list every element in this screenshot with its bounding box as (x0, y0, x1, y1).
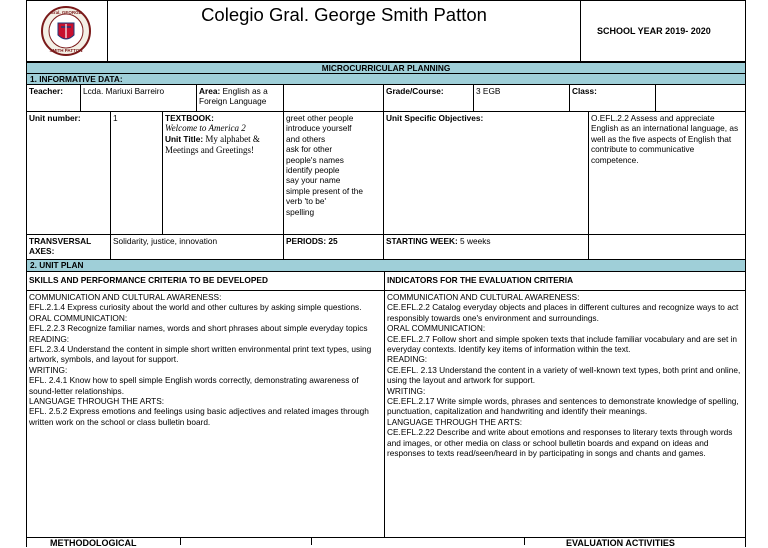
teacher-label: Teacher: (26, 84, 81, 112)
unit-number-label: Unit number: (26, 111, 111, 235)
textbook-value: Welcome to America 2 (165, 123, 246, 134)
indicator-line: ORAL COMMUNICATION: (387, 323, 486, 334)
unit-topic: greet other people (286, 113, 354, 123)
indicators-header: INDICATORS FOR THE EVALUATION CRITERIA (384, 271, 746, 291)
indicator-line: CE.EFL.2.2 Catalog everyday objects and places in different cultures and recognize ways to act responsibly towards one's environment and surroundings. (387, 302, 739, 323)
objective-text: O.EFL.2.2 Assess and appreciate English as an international language, as well as the five aspects of English that contribute to communicative competence. (588, 111, 746, 235)
indicator-line: CE.EFL. 2.13 Understand the content in a variety of well-known text types, both print and online, using the layout and artwork for support. (387, 364, 741, 386)
unit-topic: identify people (286, 165, 340, 176)
unit-topic: ask for other (286, 144, 333, 155)
skill-line: EFL. 2.4.1 Know how to spell simple English words correctly, demonstrating awareness of sound-letter relationships. (29, 375, 359, 396)
skill-line: COMMUNICATION AND CULTURAL AWARENESS: (29, 292, 222, 302)
planning-title: MICROCURRICULAR PLANNING (26, 62, 746, 74)
starting-week-value: 5 weeks (457, 236, 491, 246)
objectives-label: Unit Specific Objectives: (383, 111, 589, 235)
unit-topics-cell (283, 111, 384, 235)
skills-cell (26, 290, 385, 538)
logo-top-text: Gral. GEORGE (50, 10, 82, 15)
skill-line: EFL.2.3.4 Understand the content in simple short written environmental print text types, using artwork, symbols, and layout for support. (29, 344, 372, 365)
textbook-label: TEXTBOOK: (165, 113, 214, 123)
area-value: English as a Foreign Language (199, 86, 268, 107)
school-crest-icon (31, 4, 101, 58)
indicator-line: COMMUNICATION AND CULTURAL AWARENESS: (387, 292, 580, 302)
unit-plan-section-label: 2. UNIT PLAN (26, 259, 746, 272)
grade-value: 3 EGB (473, 84, 570, 112)
footer-evaluation-label: EVALUATION ACTIVITIES (566, 538, 675, 548)
school-name: Colegio Gral. George Smith Patton (201, 4, 487, 25)
area-blank (283, 84, 384, 112)
logo-cell (26, 0, 108, 62)
footer-divider-1 (180, 537, 181, 545)
unit-topic: people's names (286, 154, 344, 165)
school-name-cell (107, 0, 581, 62)
skill-line: EFL.2.2.3 Recognize familiar names, words and short phrases about simple everyday topics (29, 323, 368, 334)
grade-label: Grade/Course: (383, 84, 474, 112)
footer-methodological-label: METHODOLOGICAL (50, 538, 137, 548)
indicator-line: CE.EFL.2.17 Write simple words, phrases and sentences to demonstrate knowledge of spelling, punctuation, capitalization and handwriting and identify their meanings. (387, 396, 739, 417)
indicator-line: WRITING: (387, 385, 426, 396)
skills-header: SKILLS AND PERFORMANCE CRITERIA TO BE DEVELOPED (26, 271, 385, 291)
unit-title-label: Unit Title: (165, 134, 204, 145)
indicator-line: CE.EFL.2.22 Describe and write about emotions and responses to literary texts through words and images, or other media on class or school bulletin boards and expand on ideas and responses to texts read/seen/heard in by participating in songs and chants and games. (387, 427, 733, 459)
transversal-label: TRANSVERSAL AXES: (26, 234, 111, 260)
starting-week-cell (383, 234, 589, 260)
indicator-line: READING: (387, 354, 428, 365)
unit-topic: spelling (286, 206, 315, 217)
informative-section-label: 1. INFORMATIVE DATA: (26, 73, 746, 85)
starting-week-label: STARTING WEEK: (386, 236, 458, 246)
periods-label: PERIODS: 25 (283, 234, 384, 260)
area-label: Area: (199, 86, 221, 96)
teacher-value: Lcda. Mariuxi Barreiro (80, 84, 197, 112)
unit-topic: and others (286, 133, 326, 144)
unit-topic: introduce yourself (286, 123, 352, 134)
skill-line: ORAL COMMUNICATION: (29, 312, 128, 323)
unit-title-value: My alphabet & Meetings and Greetings! (165, 134, 260, 156)
skill-line: EFL. 2.5.2 Express emotions and feelings using basic adjectives and related images through written work on the school or class bulletin board. (29, 406, 369, 427)
class-label: Class: (569, 84, 656, 112)
footer-divider-3 (524, 537, 525, 545)
skill-line: READING: (29, 333, 70, 344)
school-year: SCHOOL YEAR 2019- 2020 (597, 26, 711, 36)
school-year-cell (580, 0, 746, 62)
skill-line: EFL.2.1.4 Express curiosity about the world and other cultures by asking simple questions. (29, 302, 362, 313)
unit-number-value: 1 (110, 111, 163, 235)
footer-divider-2 (311, 537, 312, 545)
textbook-cell (162, 111, 284, 235)
transversal-value: Solidarity, justice, innovation (110, 234, 284, 260)
indicator-line: LANGUAGE THROUGH THE ARTS: (387, 416, 523, 427)
class-value (655, 84, 746, 112)
logo-bottom-text: SMITH PATTON (49, 48, 83, 53)
starting-week-blank (588, 234, 746, 260)
skill-line: LANGUAGE THROUGH THE ARTS: (29, 396, 165, 407)
indicator-line: CE.EFL.2.7 Follow short and simple spoken texts that include familiar vocabulary and are set in everyday contexts. Identify key items of information within the text. (387, 333, 738, 355)
unit-topic: simple present of the verb 'to be' (286, 185, 364, 207)
skill-line: WRITING: (29, 364, 68, 375)
unit-topic: say your name (286, 175, 341, 186)
area-cell (196, 84, 284, 112)
indicators-cell (384, 290, 746, 538)
crest-svg (40, 5, 92, 57)
